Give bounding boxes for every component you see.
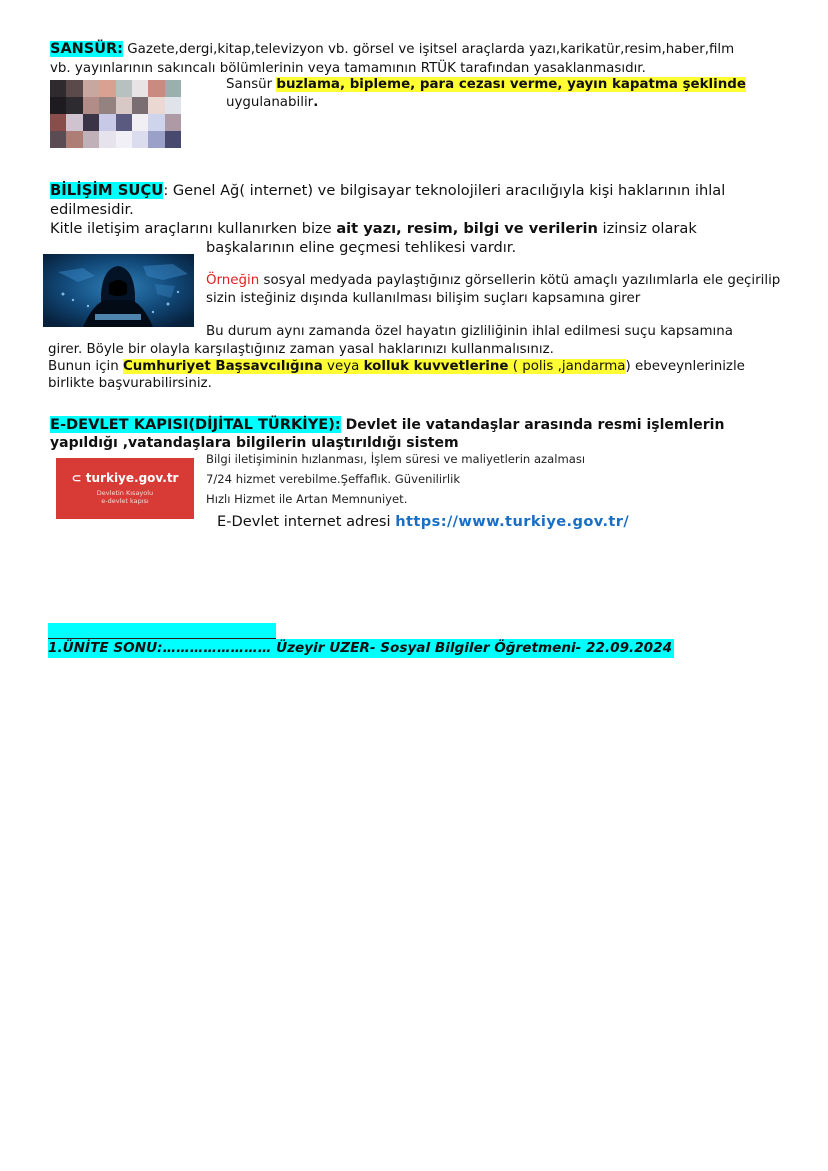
hacker-illustration	[43, 254, 194, 327]
mosaic-tile	[50, 80, 66, 97]
mosaic-tile	[132, 80, 148, 97]
bilisim-girer: girer. Böyle bir olayla karşılaştığınız zaman yasal haklarınızı kullanmalısınız.	[48, 342, 554, 357]
mosaic-tile	[132, 114, 148, 131]
mosaic-tile	[83, 80, 99, 97]
bilisim-bunun-prefix: Bunun için	[48, 359, 123, 374]
footer-highlight-bar	[48, 623, 276, 639]
sansur-text2: vb. yayınlarının sakıncalı bölümlerinin veya tamamının RTÜK tarafından yasaklanmasıdır.	[50, 61, 646, 76]
mosaic-tile	[83, 114, 99, 131]
mosaic-tile	[198, 131, 214, 148]
mosaic-tile	[181, 114, 197, 131]
mosaic-tile	[165, 131, 181, 148]
edevlet-title: E-DEVLET KAPISI(DİJİTAL TÜRKİYE):	[50, 416, 341, 433]
mosaic-tile	[116, 80, 132, 97]
mosaic-tile	[148, 80, 164, 97]
bilisim-bunun-highlight3: kolluk kuvvetlerine	[363, 359, 509, 374]
edevlet-title-line	[50, 416, 790, 452]
bilisim-bunun-highlight2: veya	[322, 359, 364, 374]
bilisim-example	[206, 272, 786, 308]
logo-subtitle-2: e-devlet kapısı	[101, 497, 149, 505]
mosaic-tile	[66, 131, 82, 148]
bilisim-bunun	[48, 358, 788, 392]
edevlet-url-link[interactable]: https://www.turkiye.gov.tr/	[395, 513, 630, 530]
mosaic-tile	[181, 131, 197, 148]
hacker-image	[43, 254, 194, 327]
bilisim-line3-suffix: izinsiz olarak	[597, 220, 697, 237]
footer-text: 1.ÜNİTE SONU:…………………… Üzeyir UZER- Sosyal Bilgiler Öğretmeni- 22.09.2024	[48, 640, 673, 656]
mosaic-tile	[148, 114, 164, 131]
mosaic-tile	[99, 97, 115, 114]
mosaic-tile	[83, 97, 99, 114]
mosaic-tile	[198, 114, 214, 131]
mosaic-tile	[181, 80, 197, 97]
bilisim-bunun-highlight4: ( polis ,jandarma	[508, 359, 626, 374]
mosaic-tile	[148, 131, 164, 148]
edevlet-title-rest: Devlet ile vatandaşlar arasında resmi işlemlerin yapıldığı ,vatandaşlara bilgilerin ulaştırıldığı sistem	[50, 417, 725, 451]
sansur-text1: Gazete,dergi,kitap,televizyon vb. görsel ve işitsel araçlarda yazı,karikatür,resim,haber,film	[127, 42, 735, 57]
sansur-detail-dot: .	[313, 95, 319, 110]
sansur-detail-prefix: Sansür	[226, 77, 277, 92]
mosaic-tile	[165, 80, 181, 97]
sansur-detail	[226, 76, 786, 112]
mosaic-tile	[116, 114, 132, 131]
bilisim-example-label: Örneğin	[206, 273, 260, 288]
mosaic-tile	[66, 80, 82, 97]
mosaic-tile	[198, 97, 214, 114]
bilisim-line3-prefix: Kitle iletişim araçlarını kullanırken bize	[50, 220, 337, 237]
mosaic-tile	[116, 97, 132, 114]
edevlet-address	[217, 512, 629, 531]
bilisim-title: BİLİŞİM SUÇU	[50, 182, 164, 199]
mosaic-tile	[99, 80, 115, 97]
edevlet-benefit-3: Hızlı Hizmet ile Artan Memnuniyet.	[206, 492, 408, 506]
mosaic-tile	[99, 131, 115, 148]
bilisim-line3-bold: ait yazı, resim, bilgi ve verilerin	[336, 220, 598, 237]
turkiye-gov-logo	[56, 458, 194, 519]
mosaic-tile	[116, 131, 132, 148]
mosaic-tile	[50, 131, 66, 148]
mosaic-tile	[50, 97, 66, 114]
bilisim-title-rest: : Genel Ağ( internet) ve bilgisayar teknolojileri aracılığıyla kişi haklarının ihlal	[163, 182, 726, 199]
mosaic-tile	[83, 131, 99, 148]
edevlet-benefit-1: Bilgi iletişiminin hızlanması, İşlem süresi ve maliyetlerin azalması	[206, 452, 586, 466]
bilisim-title-line	[50, 181, 790, 200]
bilisim-line2: edilmesidir.	[50, 201, 134, 218]
logo-text-label: turkiye.gov.tr	[85, 471, 179, 485]
mosaic-tile	[165, 97, 181, 114]
mosaic-tile	[198, 80, 214, 97]
mosaic-tile	[148, 97, 164, 114]
bilisim-bu-durum: Bu durum aynı zamanda özel hayatın gizliliğinin ihlal edilmesi suçu kapsamına	[206, 324, 733, 339]
mosaic-tile	[99, 114, 115, 131]
bilisim-bunun-highlight1: Cumhuriyet Başsavcılığına	[122, 359, 323, 374]
bilisim-example-text: sosyal medyada paylaştığınız görsellerin kötü amaçlı yazılımlarla ele geçirilip sizin isteğiniz dışında kullanılması bilişim suçları kapsamına girer	[206, 273, 781, 306]
mosaic-tile	[66, 114, 82, 131]
sansur-title: SANSÜR:	[50, 41, 123, 57]
edevlet-benefit-2: 7/24 hizmet verebilme.Şeffaflık. Güvenilirlik	[206, 472, 461, 486]
logo-text	[56, 471, 194, 485]
mosaic-tile	[181, 97, 197, 114]
bilisim-bunun-suffix: ) ebeveynlerinizle birlikte başvurabilirsiniz.	[48, 359, 745, 391]
bilisim-line3	[50, 219, 790, 238]
mosaic-tile	[50, 114, 66, 131]
sansur-detail-suffix: uygulanabilir	[226, 95, 314, 110]
censored-mosaic-image	[50, 80, 214, 148]
bilisim-line4: başkalarının eline geçmesi tehlikesi vardır.	[206, 239, 517, 256]
mosaic-tile	[66, 97, 82, 114]
mosaic-tile	[132, 97, 148, 114]
logo-swoosh-icon: ⊂	[71, 471, 82, 485]
logo-subtitle-1: Devletin Kısayolu	[96, 489, 154, 497]
mosaic-tile	[132, 131, 148, 148]
sansur-paragraph-line1	[50, 40, 780, 59]
mosaic-tile	[165, 114, 181, 131]
edevlet-address-label: E-Devlet internet adresi	[217, 513, 396, 530]
sansur-detail-highlight: buzlama, bipleme, para cezası verme, yayın kapatma şeklinde	[276, 77, 746, 92]
